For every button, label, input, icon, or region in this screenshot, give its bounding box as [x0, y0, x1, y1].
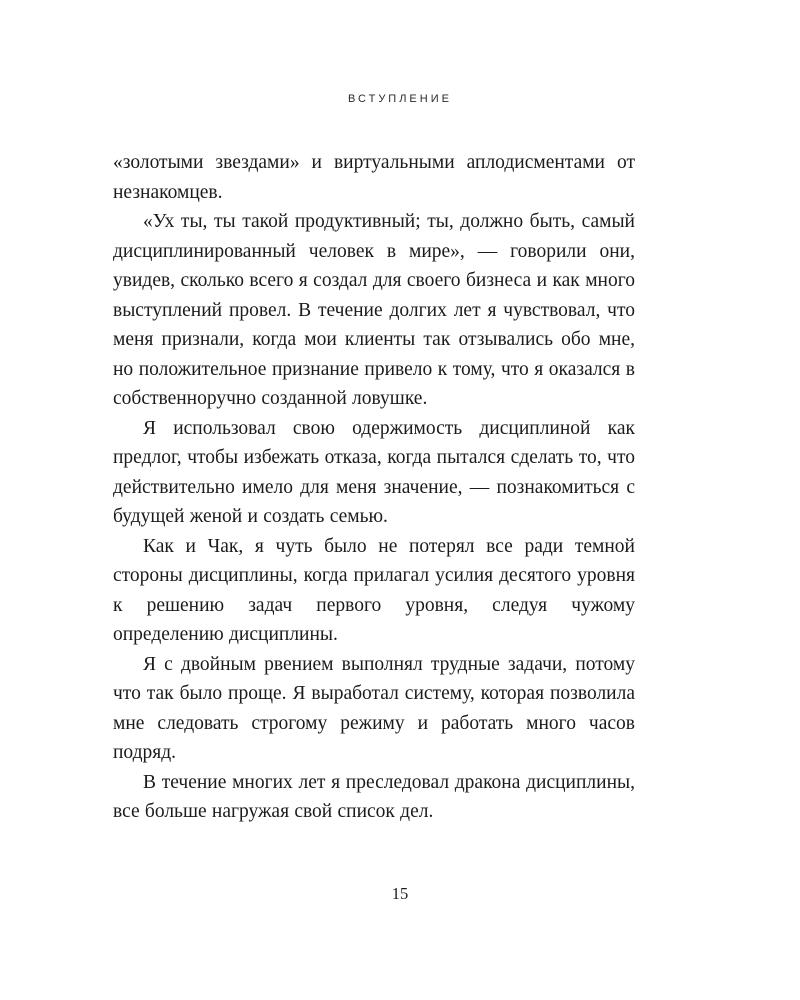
paragraph: «золотыми звездами» и виртуальными аплодисментами от незнакомцев. — [113, 152, 635, 203]
paragraph: Как и Чак, я чуть было не потерял все ради темной стороны дисциплины, когда прилагал усилия десятого уровня к решению задач первого уровня, следуя чужому определению дисциплины. — [113, 535, 635, 645]
paragraph: «Ух ты, ты такой продуктивный; ты, должно быть, самый дисциплинированный человек в мире», — говорили они, увидев, сколько всего я создал для своего бизнеса и как много выступлений провел. В течение долгих лет я чувствовал, что меня признали, когда мои клиенты так отзывались обо мне, но положительное признание привело к тому, что я оказался в собственноручно созданной ловушке. — [113, 211, 635, 409]
paragraph: Я с двойным рвением выполнял трудные задачи, потому что так было проще. Я выработал систему, которая позволила мне следовать строгому режиму и работать много часов подряд. — [113, 653, 635, 763]
paragraph: Я использовал свою одержимость дисциплиной как предлог, чтобы избежать отказа, когда пытался сделать то, что действительно имело для меня значение, — познакомиться с будущей женой и создать семью. — [113, 417, 635, 527]
page-number: 15 — [391, 884, 409, 903]
paragraph: В течение многих лет я преследовал дракона дисциплины, все больше нагружая свой список дел. — [113, 771, 635, 822]
running-head: ВСТУПЛЕНИЕ — [348, 93, 452, 105]
text-block — [113, 148, 635, 827]
